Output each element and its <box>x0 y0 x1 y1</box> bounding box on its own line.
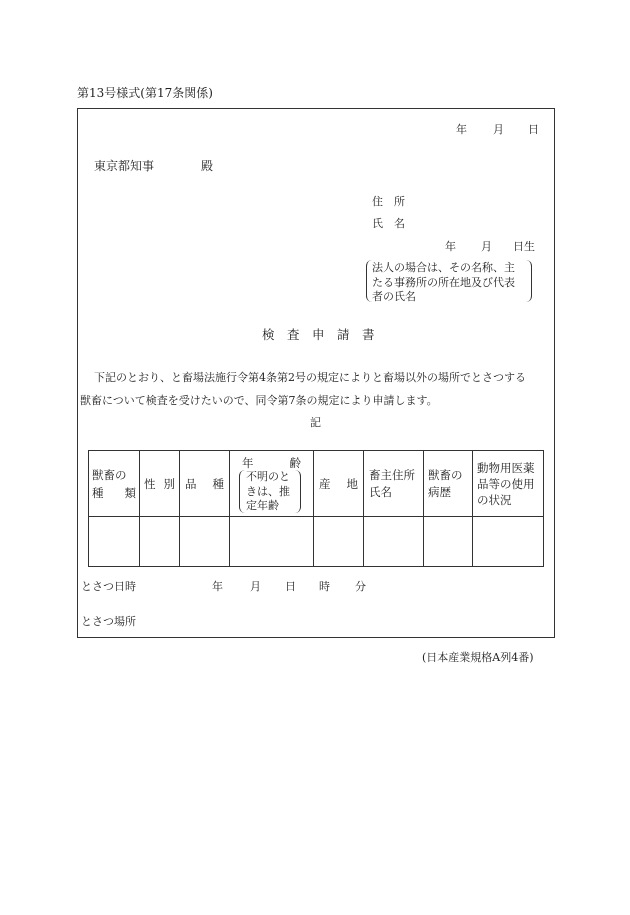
col-sex-char2: 別 <box>163 476 175 491</box>
col-age-note-line: 定年齢 <box>246 499 279 512</box>
entry-breed-cell[interactable] <box>180 517 230 567</box>
entry-sex-cell[interactable] <box>140 517 180 567</box>
col-species-char1: 種 <box>92 485 104 500</box>
col-drugs-line: の状況 <box>477 492 512 507</box>
entry-drugs-cell[interactable] <box>473 517 544 567</box>
col-origin-char1: 産 <box>319 476 331 491</box>
form-number: 第13号様式(第17条関係) <box>77 86 213 100</box>
entry-origin-cell[interactable] <box>314 517 364 567</box>
col-drugs <box>473 451 544 517</box>
col-origin <box>314 451 364 517</box>
paper-size-note: (日本産業規格A列4番) <box>422 651 534 664</box>
slaughter-minute: 分 <box>355 580 366 593</box>
col-age-note <box>246 470 290 514</box>
col-history <box>424 451 473 517</box>
livestock-table <box>88 450 544 567</box>
col-age-note-line: きは、推 <box>246 484 290 498</box>
col-age-char2: 齢 <box>289 456 301 470</box>
col-breed <box>180 451 230 517</box>
entry-owner-cell[interactable] <box>364 517 424 567</box>
slaughter-place-label: とさつ場所 <box>81 615 136 628</box>
col-sex <box>140 451 180 517</box>
col-drugs-line: 品等の使用 <box>477 476 535 491</box>
ki-heading: 記 <box>310 416 321 429</box>
col-origin-char2: 地 <box>346 476 358 491</box>
col-age-char1: 年 <box>242 456 254 470</box>
addressee-honorific: 殿 <box>201 159 214 173</box>
table-header-row <box>89 451 544 517</box>
col-sex-char1: 性 <box>144 476 156 491</box>
col-history-line: 病歴 <box>428 484 451 499</box>
entry-age-cell[interactable] <box>230 517 314 567</box>
body-text-line-2: 獣畜について検査を受けたいので、同令第7条の規定により申請します。 <box>80 394 438 407</box>
col-age <box>230 451 314 517</box>
birth-year: 年 <box>445 240 456 253</box>
slaughter-date-label: とさつ日時 <box>81 580 136 593</box>
col-owner-line: 畜主住所 <box>369 467 415 482</box>
birth-born: 日生 <box>513 240 535 253</box>
col-history-line: 獣畜の <box>428 467 463 482</box>
col-breed-char1: 品 <box>185 476 197 491</box>
table-entry-row <box>89 517 544 567</box>
col-age-note-line: 不明のと <box>246 470 290 483</box>
slaughter-day: 日 <box>285 580 296 593</box>
col-drugs-line: 動物用医薬 <box>477 460 535 475</box>
col-breed-char2: 種 <box>212 476 224 491</box>
col-species <box>89 451 140 517</box>
corporate-note <box>372 261 515 305</box>
col-species-char2: 類 <box>124 485 136 500</box>
col-owner <box>364 451 424 517</box>
corporate-note-line: たる事務所の所在地及び代表 <box>372 275 515 289</box>
document-title: 検 査 申 請 書 <box>262 327 375 342</box>
corporate-note-line: 法人の場合は、その名称、主 <box>372 261 515 274</box>
entry-history-cell[interactable] <box>424 517 473 567</box>
date-year: 年 <box>456 123 467 136</box>
name-label: 氏 名 <box>372 217 405 230</box>
slaughter-hour: 時 <box>319 580 330 593</box>
birth-month: 月 <box>481 240 492 253</box>
date-month: 月 <box>493 123 504 136</box>
address-label: 住 所 <box>372 195 405 208</box>
addressee-governor: 東京都知事 <box>94 159 155 173</box>
body-text-line-1: 下記のとおり、と畜場法施行令第4条第2号の規定によりと畜場以外の場所でとさつする <box>94 371 526 384</box>
col-species-line1: 獣畜の <box>92 467 127 482</box>
entry-species-cell[interactable] <box>89 517 140 567</box>
col-owner-line: 氏名 <box>369 484 392 499</box>
slaughter-year: 年 <box>212 580 223 593</box>
corporate-note-line: 者の氏名 <box>372 290 416 303</box>
date-day: 日 <box>528 123 539 136</box>
slaughter-month: 月 <box>250 580 261 593</box>
